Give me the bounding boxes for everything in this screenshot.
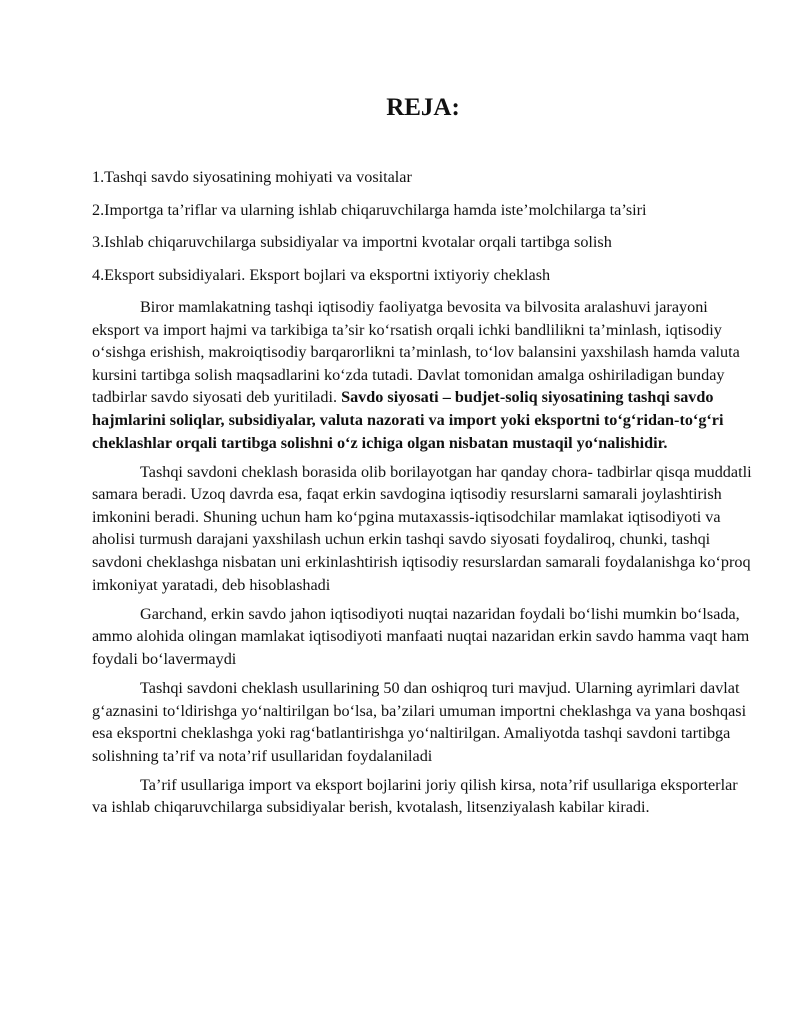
paragraph-intro <box>92 296 754 454</box>
paragraph-trade-restriction: Tashqi savdoni cheklash borasida olib borilayotgan har qanday chora- tadbirlar qisqa muddatli samara beradi. Uzoq davrda esa, faqat erkin savdogina iqtisodiy resurslarni samarali joylashtirish imkonini beradi. Shuning uchun ham ko‘pgina mutaxassis-iqtisodchilar mamlakat iqtisodiyoti va aholisi turmush darajani yaxshilash uchun erkin tashqi savdo siyosati foydaliroq, chunki, tashqi savdoni cheklashga nisbatan uni erkinlashtirish iqtisodiy resurslardan samarali foydalanishga ko‘proq imkoniyat yaratadi, deb hisoblashadi <box>92 462 752 594</box>
savdo-siyosati-definition: Savdo siyosati – budjet-soliq siyosatining tashqi savdo hajmlarini soliqlar, subsidiyalar, valuta nazorati va import yoki eksportni to‘g‘ridan-to‘g‘ri cheklashlar orqali tartibga solishni o‘z ichiga olgan nisbatan mustaqil yo‘nalishidir. <box>92 388 724 452</box>
plan-item: 1.Tashqi savdo siyosatining mohiyati va vositalar <box>92 168 412 186</box>
document-title: REJA: <box>386 94 460 121</box>
paragraph-restriction-methods: Tashqi savdoni cheklash usullarining 50 dan oshiqroq turi mavjud. Ularning ayrimlari davlat g‘aznasini to‘ldirishga yo‘naltirilgan bo‘lsa, ba’zilari umuman importni cheklashga va yana boshqasi esa eksportni cheklashga yoki rag‘batlantirishga yo‘naltirilgan. Amaliyotda tashqi savdoni tartibga solishning ta’rif va nota’rif usullaridan foydalaniladi <box>92 679 747 765</box>
paragraph-tariff-methods: Ta’rif usullariga import va eksport bojlarini joriy qilish kirsa, nota’rif usullariga eksporterlar va ishlab chiqaruvchilarga subsidiyalar berish, kvotalash, litsenziyalash kabilar kiradi. <box>92 775 738 817</box>
plan-item: 3.Ishlab chiqaruvchilarga subsidiyalar va importni kvotalar orqali tartibga solish <box>92 233 612 251</box>
paragraph-free-trade: Garchand, erkin savdo jahon iqtisodiyoti nuqtai nazaridan foydali bo‘lishi mumkin bo‘lsada, ammo alohida olingan mamlakat iqtisodiyoti manfaati nuqtai nazaridan erkin savdo hamma vaqt ham foydali bo‘lavermaydi <box>92 604 750 668</box>
paragraph-intro-text: Biror mamlakatning tashqi iqtisodiy faoliyatga bevosita va bilvosita aralashuvi jarayoni eksport va import hajmi va tarkibiga ta’sir ko‘rsatish orqali ichki bandlilikni ta’minlash, iqtisodiy o‘sishga erishish, makroiqtisodiy barqarorlikni ta’minlash, to‘lov balansini yaxshilash hamda valuta kursini tartibga solish maqsadlarini ko‘zda tutadi. Davlat tomonidan amalga oshiriladigan bunday tadbirlar savdo siyosati deb yuritiladi. <box>92 298 740 407</box>
plan-list <box>92 166 754 286</box>
plan-item: 2.Importga ta’riflar va ularning ishlab chiqaruvchilarga hamda iste’molchilarga ta’siri <box>92 200 647 219</box>
plan-item: 4.Eksport subsidiyalari. Eksport bojlari va eksportni ixtiyoriy cheklash <box>92 265 551 284</box>
